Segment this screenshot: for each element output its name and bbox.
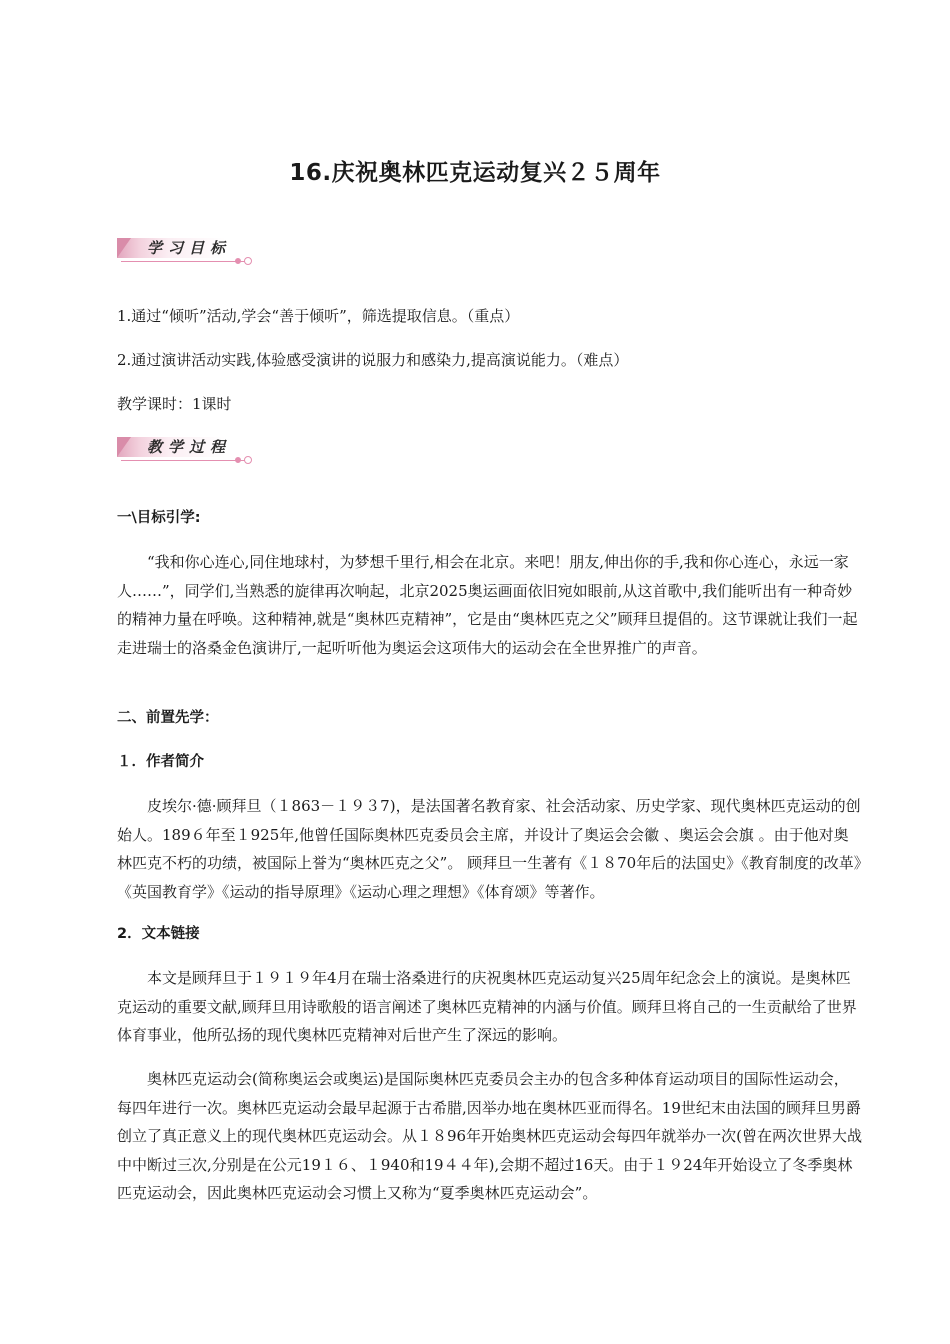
part2-sub2-text1: 本文是顾拜旦于１９１９年4月在瑞士洛桑进行的庆祝奥林匹克运动复兴25周年纪念会上的演说。是奥林匹克运动的重要文献,顾拜旦用诗歌般的语言阐述了奥林匹克精神的内涵与价值。顾拜旦将自己的一生贡献给了世界体育事业，他所弘扬的现代奥林匹克精神对后世产生了深远的影响。: [117, 969, 857, 1044]
section-label-goals: 学习目标: [147, 239, 232, 257]
banner-dot-icon: [235, 457, 241, 463]
part2-sub2-text2: 奥林匹克运动会(简称奥运会或奥运)是国际奥林匹克委员会主办的包含多种体育运动项目的国际性运动会，每四年进行一次。奥林匹克运动会最早起源于古希腊,因举办地在奥林匹亚而得名。19世纪末由法国的顾拜旦男爵创立了真正意义上的现代奥林匹克运动会。从１８96年开始奥林匹克运动会每四年就举办一次(曾在两次世界大战中中断过三次,分别是在公元19１６、１940和19４４年),会期不超过16天。由于１９24年开始设立了冬季奥林匹克运动会，因此奥林匹克运动会习惯上又称为“夏季奥林匹克运动会”。: [117, 1070, 862, 1202]
section-label-process: 教学过程: [147, 438, 232, 456]
banner-ring-icon: [244, 257, 252, 265]
goal-item-2: 2.通过演讲活动实践,体验感受演讲的说服力和感染力,提高演说能力。（难点）: [117, 351, 629, 369]
section-banner-process: [117, 435, 257, 465]
part2-sub2-heading: 2．文本链接: [117, 926, 200, 942]
banner-ring-icon: [244, 456, 252, 464]
goal-item-1: 1.通过“倾听”活动,学会“善于倾听”，筛选提取信息。（重点）: [117, 307, 520, 325]
part1-heading: 一\目标引学:: [117, 510, 201, 526]
banner-triangle: [117, 437, 131, 457]
banner-underline: [121, 261, 245, 262]
section-banner-goals: [117, 236, 257, 266]
banner-triangle: [117, 238, 131, 258]
part2-sub1-heading: １．作者简介: [117, 754, 204, 770]
class-hours: 教学课时：1课时: [117, 395, 232, 413]
page-title: 16.庆祝奥林匹克运动复兴２５周年: [289, 160, 661, 186]
banner-dot-icon: [235, 258, 241, 264]
part1-text: “我和你心连心,同住地球村，为梦想千里行,相会在北京。来吧！朋友,伸出你的手,我和你心连心，永远一家人……”，同学们,当熟悉的旋律再次响起，北京2025奥运画面依旧宛如眼前,从这首歌中,我们能听出有一种奇妙的精神力量在呼唤。这种精神,就是“奥林匹克精神”，它是由“奥林匹克之父”顾拜旦提倡的。这节课就让我们一起走进瑞士的洛桑金色演讲厅,一起听听他为奥运会这项伟大的运动会在全世界推广的声音。: [117, 553, 858, 657]
banner-underline: [121, 460, 245, 461]
part2-heading: 二、前置先学：: [117, 710, 219, 726]
part2-sub1-text: 皮埃尔·德·顾拜旦（１863－１９３7)，是法国著名教育家、社会活动家、历史学家、现代奥林匹克运动的创始人。189６年至１925年,他曾任国际奥林匹克委员会主席，并设计了奥运会会徽 、奥运会会旗 。由于他对奥林匹克不朽的功绩，被国际上誉为“奥林匹克之父”。 顾拜旦一生著有《１８70年后的法国史》《教育制度的改革》《英国教育学》《运动的指导原理》《运动心理之理想》《体育颂》等著作。: [117, 797, 862, 901]
